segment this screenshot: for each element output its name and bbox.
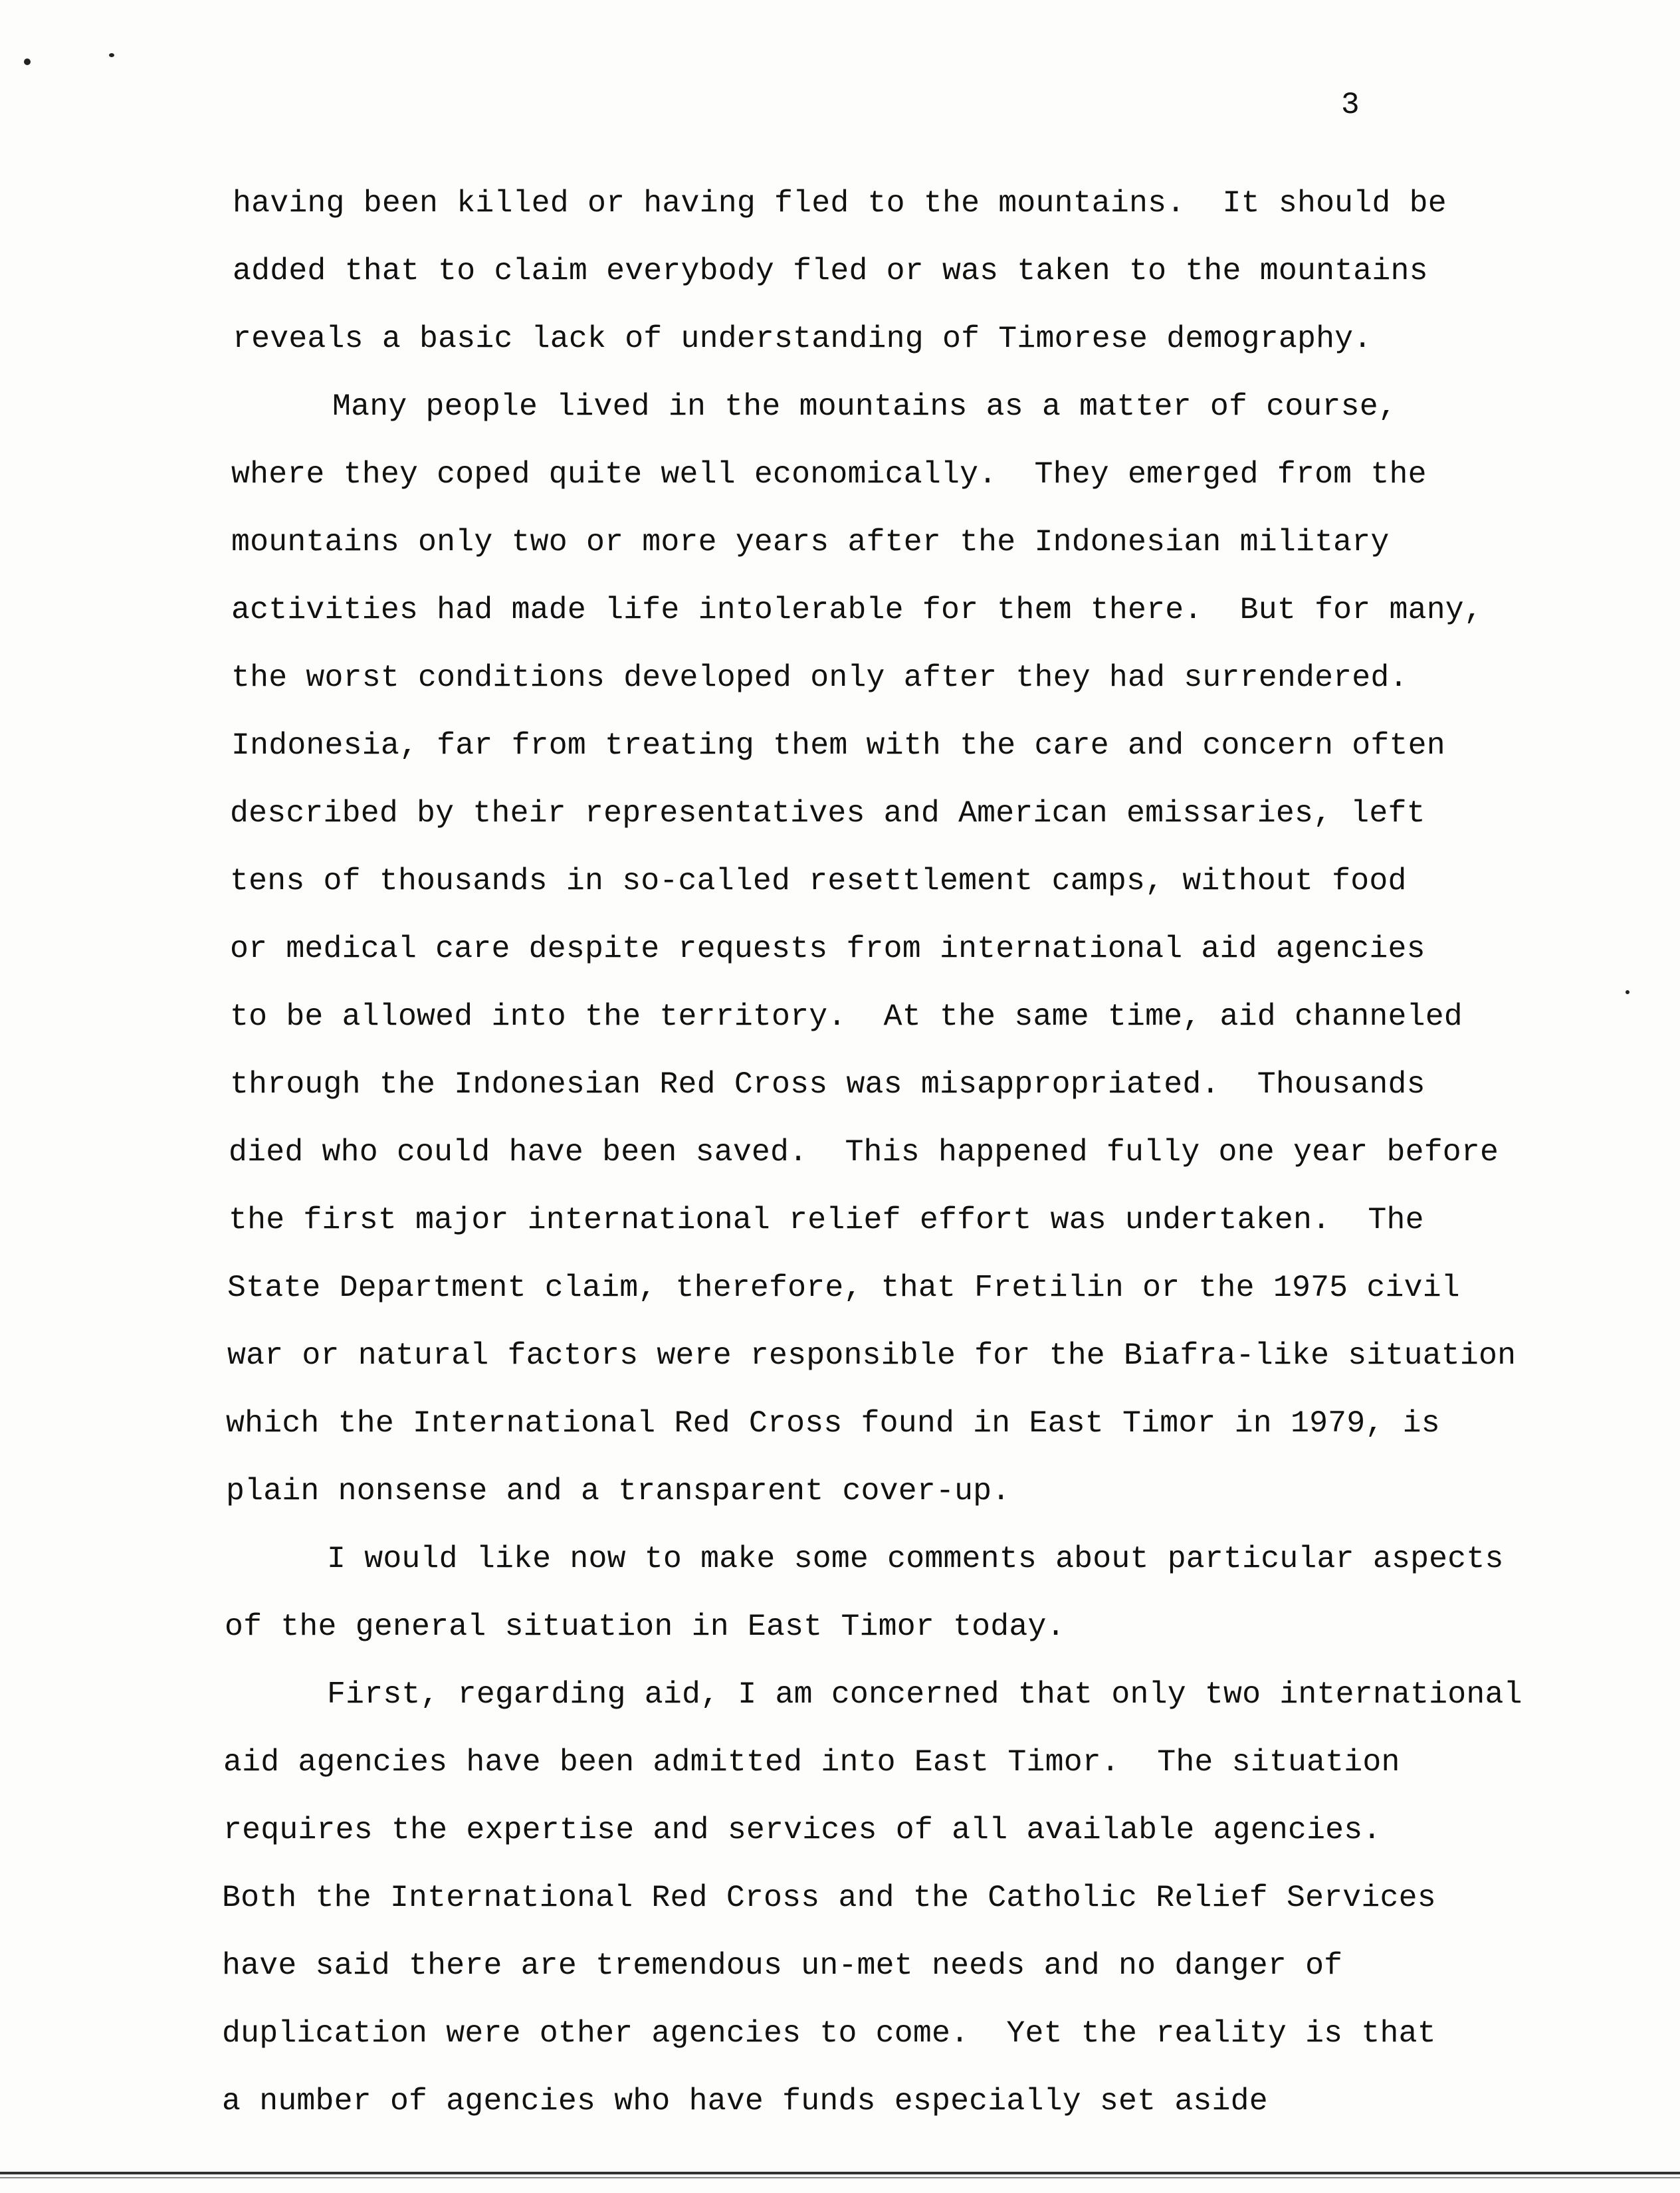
text-line: duplication were other agencies to come. Yet the reality is that <box>222 2016 1436 2051</box>
text-line: Many people lived in the mountains as a matter of course, <box>332 389 1397 424</box>
text-line: activities had made life intolerable for them there. But for many, <box>231 592 1483 627</box>
scan-speck <box>109 53 114 57</box>
text-line: through the Indonesian Red Cross was misappropriated. Thousands <box>230 1067 1425 1102</box>
text-line: mountains only two or more years after the Indonesian military <box>231 524 1390 560</box>
page-bottom-edge-shadow <box>0 2177 1680 2178</box>
text-line: the first major international relief effort was undertaken. The <box>229 1202 1424 1237</box>
text-line: Both the International Red Cross and the Catholic Relief Services <box>222 1880 1436 1915</box>
text-line: First, regarding aid, I am concerned that only two international <box>327 1677 1522 1712</box>
scan-speck <box>24 58 31 65</box>
text-line: added that to claim everybody fled or was taken to the mountains <box>233 253 1428 288</box>
text-line: reveals a basic lack of understanding of Timorese demography. <box>233 321 1372 356</box>
text-line: requires the expertise and services of all available agencies. <box>223 1812 1382 1847</box>
text-line: I would like now to make some comments about particular aspects <box>327 1541 1504 1576</box>
scan-speck <box>1626 990 1629 994</box>
text-line: or medical care despite requests from international aid agencies <box>230 931 1425 966</box>
text-line: war or natural factors were responsible for the Biafra-like situation <box>227 1338 1517 1373</box>
text-line: have said there are tremendous un-met needs and no danger of <box>222 1948 1343 1983</box>
text-line: to be allowed into the territory. At the same time, aid channeled <box>230 999 1463 1034</box>
text-line: described by their representatives and American emissaries, left <box>230 795 1425 831</box>
text-line: tens of thousands in so-called resettlement camps, without food <box>230 863 1407 898</box>
page-number: 3 <box>1341 88 1360 122</box>
text-line: having been killed or having fled to the mountains. It should be <box>233 185 1447 221</box>
text-line: a number of agencies who have funds especially set aside <box>222 2083 1268 2119</box>
text-line: the worst conditions developed only after they had surrendered. <box>231 660 1408 695</box>
text-line: which the International Red Cross found in East Timor in 1979, is <box>226 1406 1440 1441</box>
text-line: aid agencies have been admitted into East Timor. The situation <box>223 1744 1400 1780</box>
page-bottom-edge <box>0 2172 1680 2174</box>
text-line: plain nonsense and a transparent cover-up. <box>226 1473 1011 1509</box>
text-line: of the general situation in East Timor today. <box>225 1609 1065 1644</box>
text-line: State Department claim, therefore, that Fretilin or the 1975 civil <box>227 1270 1460 1305</box>
text-line: Indonesia, far from treating them with the care and concern often <box>231 728 1445 763</box>
text-line: died who could have been saved. This happened fully one year before <box>229 1134 1499 1170</box>
text-line: where they coped quite well economically. They emerged from the <box>231 457 1427 492</box>
